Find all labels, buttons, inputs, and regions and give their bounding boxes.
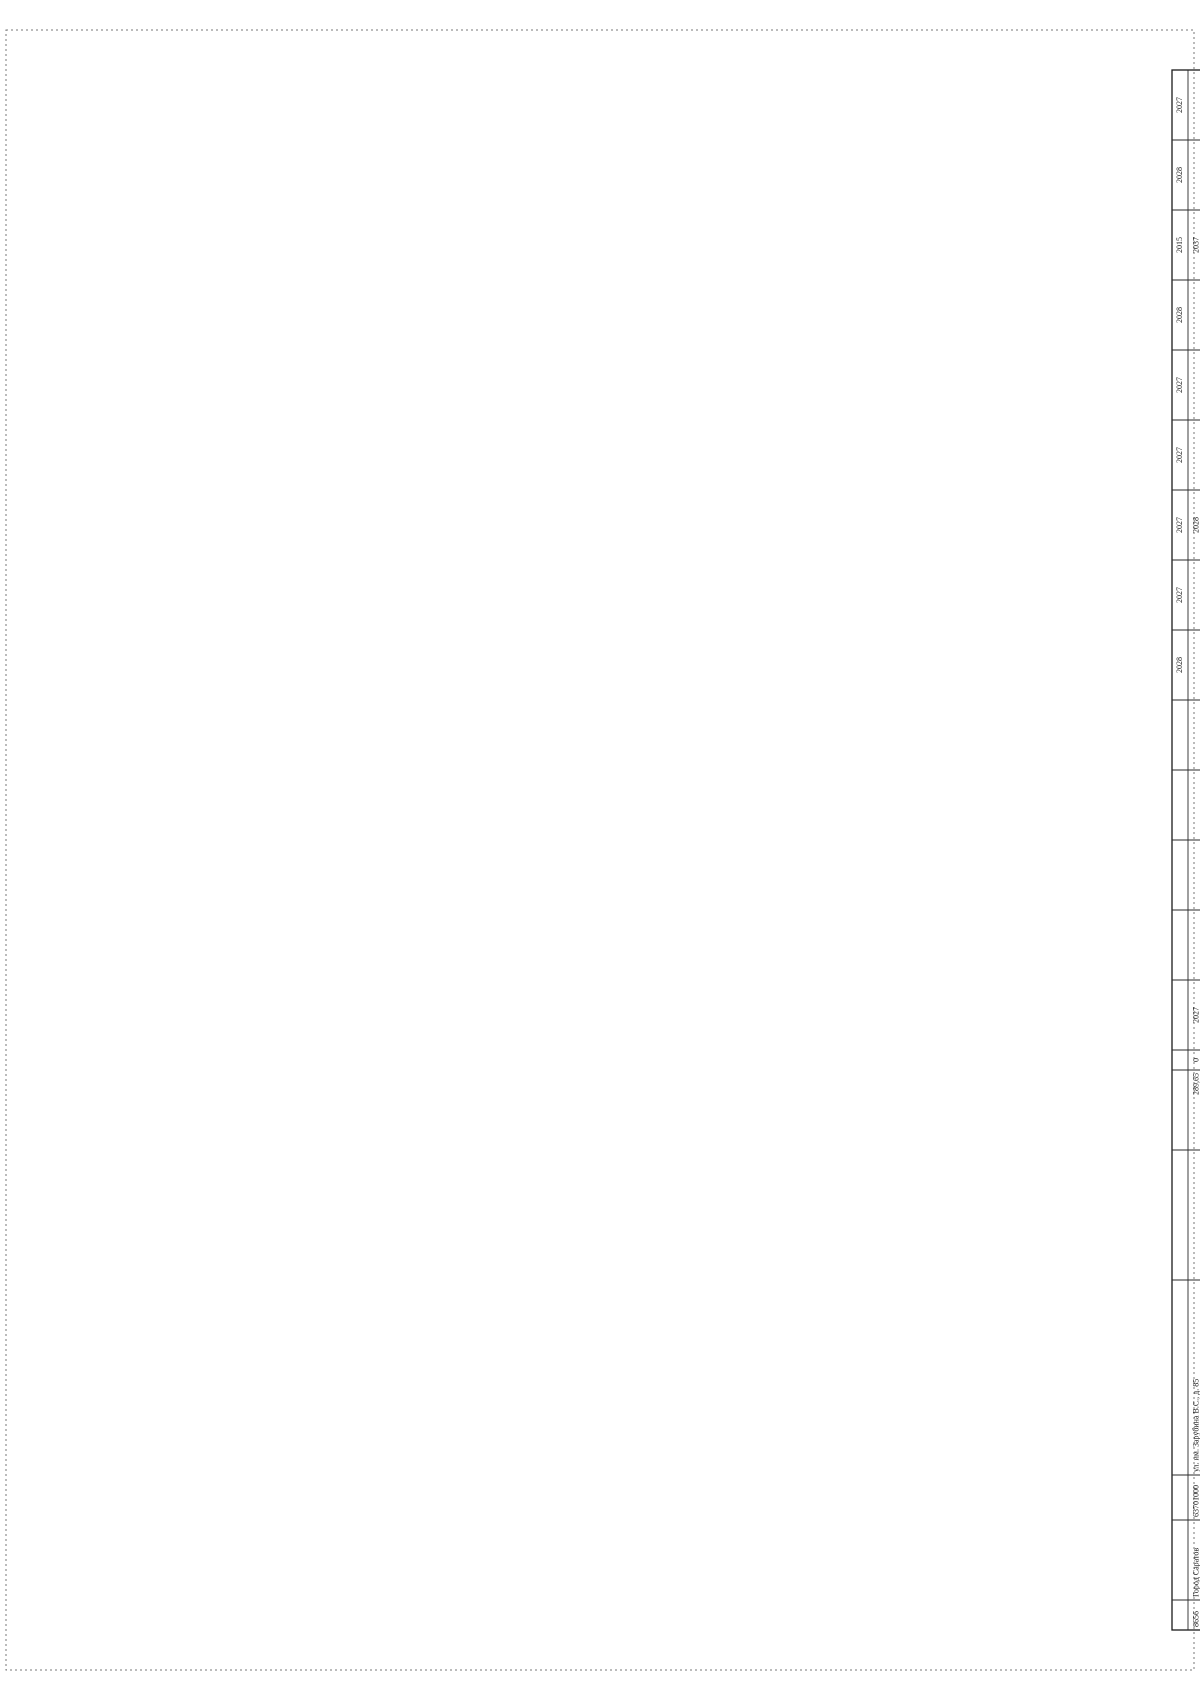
header-year: 2028 [1174,657,1184,673]
address: ул. им. Зарубина В.С., д. 85 [1191,1378,1200,1472]
okato-code: 63701000 [1191,1485,1200,1517]
year-value: 2037 [1191,237,1200,253]
header-year: 2027 [1174,587,1184,603]
header-year: 2027 [1174,517,1184,533]
year-value: 2027 [1191,1007,1200,1023]
city-name: Город Саратов [1191,1547,1200,1597]
header-year: 2028 [1174,307,1184,323]
area-value: 289,65 [1191,1073,1200,1095]
header-year: 2027 [1174,377,1184,393]
row-number: 8656 [1191,1611,1200,1627]
header-year: 2027 [1174,97,1184,113]
year-value: 2028 [1191,517,1200,533]
header-year: 2028 [1174,167,1184,183]
count-value: 0 [1191,1058,1200,1062]
header-year: 2027 [1174,447,1184,463]
header-year: 2015 [1174,237,1184,253]
